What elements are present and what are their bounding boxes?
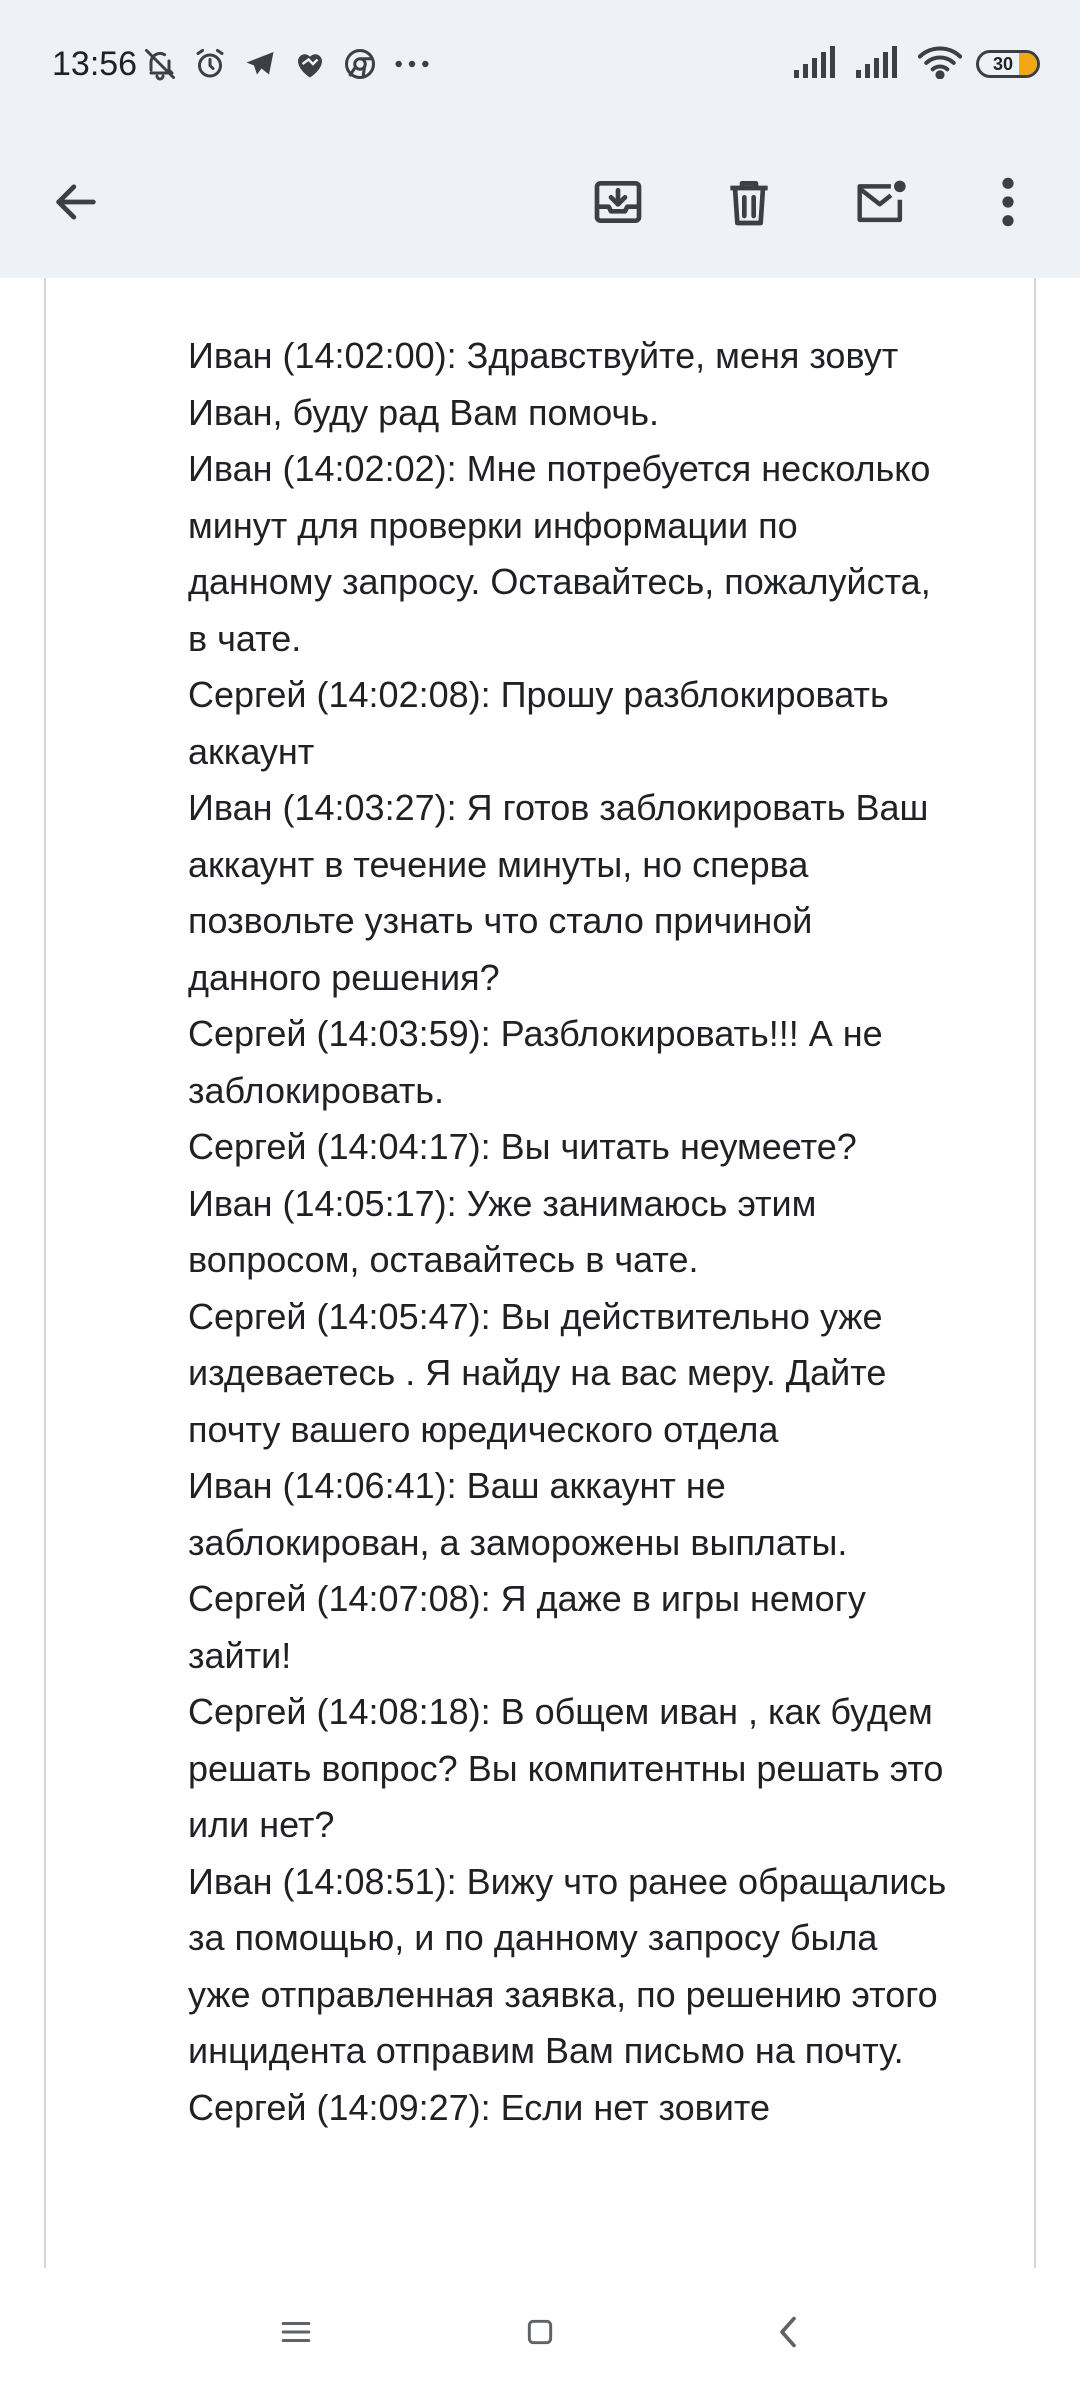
back-icon (774, 2314, 802, 2355)
status-system-icons (794, 44, 1040, 84)
chat-message: Иван (14:03:27): Я готов заблокировать Ваш аккаунт в течение минуты, но сперва позвольте узнать что стало причиной данного решения? (188, 787, 929, 998)
email-body[interactable] (44, 278, 1036, 2268)
chat-message: Сергей (14:03:59): Разблокировать!!! А не заблокировать. (188, 1013, 883, 1111)
recents-button[interactable] (260, 2298, 332, 2370)
chat-message: Иван (14:06:41): Ваш аккаунт не заблокирован, а заморожены выплаты. (188, 1465, 848, 1563)
mute-icon (142, 46, 178, 82)
chat-message: Сергей (14:08:18): В общем иван , как будем решать вопрос? Вы компитентны решать это или нет? (188, 1691, 944, 1845)
archive-icon (590, 174, 646, 235)
chat-message: Иван (14:08:51): Вижу что ранее обращались за помощью, и по данному запросу была уже отправленная заявка, по решению этого инцидента отправим Вам письмо на почту. (188, 1860, 947, 2071)
wifi-icon (918, 45, 962, 84)
signal-icon (794, 46, 842, 83)
back-arrow-icon (50, 176, 102, 233)
status-bar (0, 0, 1080, 130)
chat-message: Сергей (14:09:27): Если нет зовите (188, 2086, 771, 2128)
chat-message: Сергей (14:05:47): Вы действительно уже издеваетесь . Я найду на вас меру. Дайте почту вашего юредического отдела (188, 1295, 887, 1450)
status-notification-icons (142, 44, 432, 84)
back-button[interactable] (36, 164, 116, 244)
more-dots-icon (392, 46, 432, 82)
chat-message: Сергей (14:02:08): Прошу разблокировать аккаунт (188, 674, 889, 772)
chat-message: Сергей (14:04:17): Вы читать неумеете? (188, 1126, 857, 1167)
archive-button[interactable] (578, 164, 658, 244)
battery-icon (976, 50, 1040, 78)
home-icon (524, 2316, 556, 2353)
status-time: 13:56 (52, 45, 138, 83)
battery-fill (1019, 53, 1037, 75)
home-button[interactable] (504, 2298, 576, 2370)
battery-level: 30 (992, 53, 1014, 74)
chat-message: Иван (14:02:02): Мне потребуется несколько минут для проверки информации по данному запросу. Оставайтесь, пожалуйста, в чате. (188, 448, 931, 659)
mark-unread-icon (853, 174, 911, 235)
more-vert-icon (998, 174, 1018, 235)
chrome-icon (342, 46, 378, 82)
hearts-icon (292, 46, 328, 82)
nav-back-button[interactable] (752, 2298, 824, 2370)
alarm-icon (192, 46, 228, 82)
battery-indicator (976, 50, 1040, 78)
more-options-button[interactable] (968, 164, 1048, 244)
delete-icon (721, 174, 777, 235)
telegram-icon (242, 46, 278, 82)
signal-icon (856, 46, 904, 83)
email-toolbar (0, 130, 1080, 278)
delete-button[interactable] (709, 164, 789, 244)
chat-message: Сергей (14:07:08): Я даже в игры немогу зайти! (188, 1578, 866, 1676)
mark-unread-button[interactable] (842, 164, 922, 244)
recents-icon (279, 2317, 313, 2352)
chat-message: Иван (14:05:17): Уже занимаюсь этим вопросом, оставайтесь в чате. (188, 1182, 817, 1280)
chat-message: Иван (14:02:00): Здравствуйте, меня зовут Иван, буду рад Вам помочь. (188, 335, 899, 433)
system-navigation-bar (0, 2268, 1080, 2400)
chat-transcript (188, 328, 948, 2136)
